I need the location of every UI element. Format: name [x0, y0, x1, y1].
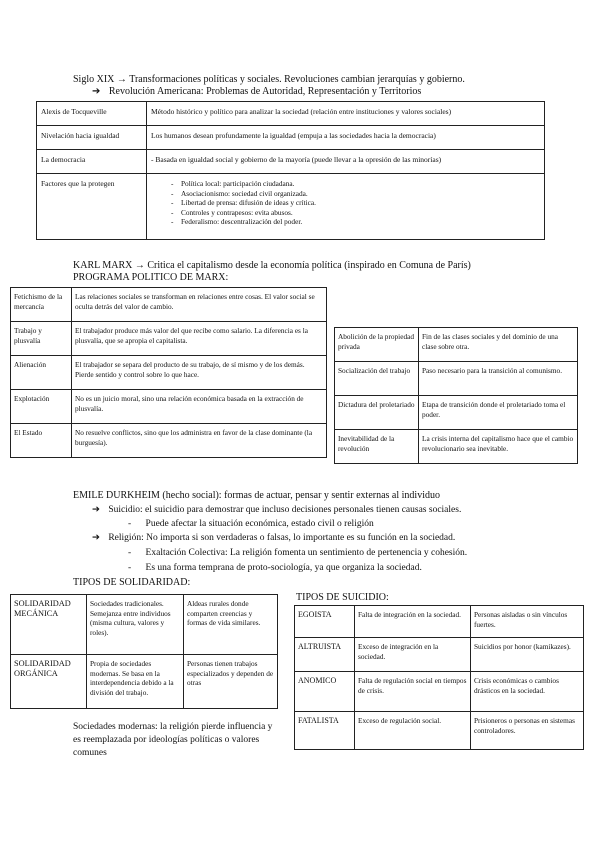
table-term: Fetichismo de la mercancía — [11, 288, 72, 322]
table-row — [37, 126, 545, 150]
table-term: Abolición de la propiedad privada — [335, 328, 419, 362]
table-desc: Propia de sociedades modernas. Se basa en la interdependencia debido a la división del trabajo. — [87, 655, 184, 709]
table-row — [295, 672, 584, 712]
table-term: EGOISTA — [295, 606, 355, 638]
table-term: El Estado — [11, 424, 72, 458]
list-item: - Federalismo: descentralización del poder. — [151, 217, 540, 227]
table-example: Prisioneros o personas en sistemas controladores. — [471, 712, 584, 750]
dash: - — [128, 563, 132, 573]
table-desc: Exceso de integración en la sociedad. — [355, 638, 471, 672]
table-desc: Fin de las clases sociales y del dominio de una clase sobre otra. — [419, 328, 578, 362]
table-term: SOLIDARIDAD MECÁNICA — [11, 595, 87, 655]
table-row — [37, 102, 545, 126]
table-row — [295, 638, 584, 672]
table-example: Aldeas rurales donde comparten creencias y formas de vida similares. — [184, 595, 278, 655]
arrow-icon: ➔ — [92, 86, 101, 97]
table-desc: No es un juicio moral, sino una relación económica basada en la extracción de plusvalía. — [72, 390, 327, 424]
marx-heading: KARL MARX → Critica el capitalismo desde la economía política (inspirado en Comuna de París) — [73, 260, 471, 271]
table-example: Personas aisladas o sin vínculos fuertes. — [471, 606, 584, 638]
list-item: - Libertad de prensa: difusión de ideas y crítica. — [151, 198, 540, 208]
table-desc: Los humanos desean profundamente la igualdad (empuja a las sociedades hacia la democracia) — [147, 126, 545, 150]
arrow-icon: ➔ — [92, 505, 100, 515]
table-row — [37, 174, 545, 240]
table-term: Nivelación hacia igualdad — [37, 126, 147, 150]
table-term: Alexis de Tocqueville — [37, 102, 147, 126]
tocqueville-heading: Siglo XIX → Transformaciones políticas y sociales. Revoluciones cambian jerarquías y gobierno. — [73, 74, 465, 85]
table-term: Alienación — [11, 356, 72, 390]
table-row — [295, 712, 584, 750]
religion-line — [92, 532, 455, 544]
suicide-types-table — [294, 605, 584, 750]
table-term: La democracia — [37, 150, 147, 174]
table-row — [335, 328, 578, 362]
religion-sub-text: Es una forma temprana de proto-sociología, ya que organiza la sociedad. — [145, 563, 422, 573]
suicide-types-title: TIPOS DE SUICIDIO: — [296, 592, 389, 603]
table-row — [335, 430, 578, 464]
solidarity-table — [10, 594, 278, 709]
table-row — [335, 396, 578, 430]
table-desc: Método histórico y político para analizar la sociedad (relación entre instituciones y valores sociales) — [147, 102, 545, 126]
dash: - — [128, 548, 132, 558]
american-revolution-text: Revolución Americana: Problemas de Autoridad, Representación y Territorios — [108, 86, 422, 97]
table-term: Dictadura del proletariado — [335, 396, 419, 430]
table-row — [11, 288, 327, 322]
table-desc: Falta de regulación social en tiempos de crisis. — [355, 672, 471, 712]
factors-cell — [147, 174, 545, 240]
tocqueville-table — [36, 101, 545, 240]
american-revolution-line — [92, 86, 421, 98]
table-desc: No resuelve conflictos, sino que los administra en favor de la clase dominante (la burguesía). — [72, 424, 327, 458]
table-term: Factores que la protegen — [37, 174, 147, 240]
table-desc: La crisis interna del capitalismo hace que el cambio revolucionario sea inevitable. — [419, 430, 578, 464]
suicide-text: Suicidio: el suicidio para demostrar que incluso decisiones personales tienen causas sociales. — [108, 505, 462, 515]
table-example: Suicidios por honor (kamikazes). — [471, 638, 584, 672]
list-item: - Política local: participación ciudadana. — [151, 179, 540, 189]
suicide-line — [92, 504, 461, 516]
modern-societies-note: Sociedades modernas: la religión pierde influencia y es reemplazada por ideologías políticas o valores comunes — [73, 722, 273, 758]
table-row — [295, 606, 584, 638]
table-row — [11, 322, 327, 356]
table-desc: Falta de integración en la sociedad. — [355, 606, 471, 638]
table-row — [37, 150, 545, 174]
religion-text: Religión: No importa si son verdaderas o falsas, lo importante es su función en la sociedad. — [108, 533, 456, 543]
table-term: Explotación — [11, 390, 72, 424]
table-term: ALTRUISTA — [295, 638, 355, 672]
table-term: Inevitabilidad de la revolución — [335, 430, 419, 464]
table-term: Socialización del trabajo — [335, 362, 419, 396]
religion-subline-2 — [128, 562, 422, 574]
table-row — [11, 595, 278, 655]
table-row — [11, 424, 327, 458]
table-row — [11, 390, 327, 424]
table-example: Crisis económicas o cambios drásticos en la sociedad. — [471, 672, 584, 712]
durkheim-heading: EMILE DURKHEIM (hecho social): formas de actuar, pensar y sentir externas al individuo — [73, 490, 440, 501]
table-example: Personas tienen trabajos especializados y dependen de otras — [184, 655, 278, 709]
suicide-subline — [128, 518, 374, 530]
marx-subheading: PROGRAMA POLITICO DE MARX: — [73, 272, 229, 283]
table-term: SOLIDARIDAD ORGÁNICA — [11, 655, 87, 709]
table-row — [11, 655, 278, 709]
list-item: - Asociacionismo: sociedad civil organizada. — [151, 189, 540, 199]
dash: - — [128, 519, 132, 529]
marx-right-table — [334, 327, 578, 464]
table-desc: El trabajador se separa del producto de su trabajo, de sí mismo y de los demás. Pierde sentido y control sobre lo que hace. — [72, 356, 327, 390]
table-row — [11, 356, 327, 390]
table-desc: Sociedades tradicionales. Semejanza entre individuos (misma cultura, valores y roles). — [87, 595, 184, 655]
table-term: ANOMICO — [295, 672, 355, 712]
arrow-icon: ➔ — [92, 533, 100, 543]
solidarity-title: TIPOS DE SOLIDARIDAD: — [73, 577, 191, 588]
list-item: - Controles y contrapesos: evita abusos. — [151, 208, 540, 218]
table-desc: Etapa de transición donde el proletariado toma el poder. — [419, 396, 578, 430]
religion-subline-1 — [128, 547, 467, 559]
marx-left-table — [10, 287, 327, 458]
religion-sub-text: Exaltación Colectiva: La religión fomenta un sentimiento de pertenencia y cohesión. — [145, 548, 468, 558]
factors-list — [151, 179, 540, 227]
table-term: FATALISTA — [295, 712, 355, 750]
suicide-sub-text: Puede afectar la situación económica, estado civil o religión — [145, 519, 374, 529]
table-desc: Exceso de regulación social. — [355, 712, 471, 750]
table-desc: - Basada en igualdad social y gobierno de la mayoría (puede llevar a la opresión de las minorías) — [147, 150, 545, 174]
table-desc: El trabajador produce más valor del que recibe como salario. La diferencia es la plusvalía, que se apropia el capitalista. — [72, 322, 327, 356]
table-desc: Las relaciones sociales se transforman en relaciones entre cosas. El valor social se oculta detrás del valor de cambio. — [72, 288, 327, 322]
table-term: Trabajo y plusvalía — [11, 322, 72, 356]
table-desc: Paso necesario para la transición al comunismo. — [419, 362, 578, 396]
table-row — [335, 362, 578, 396]
